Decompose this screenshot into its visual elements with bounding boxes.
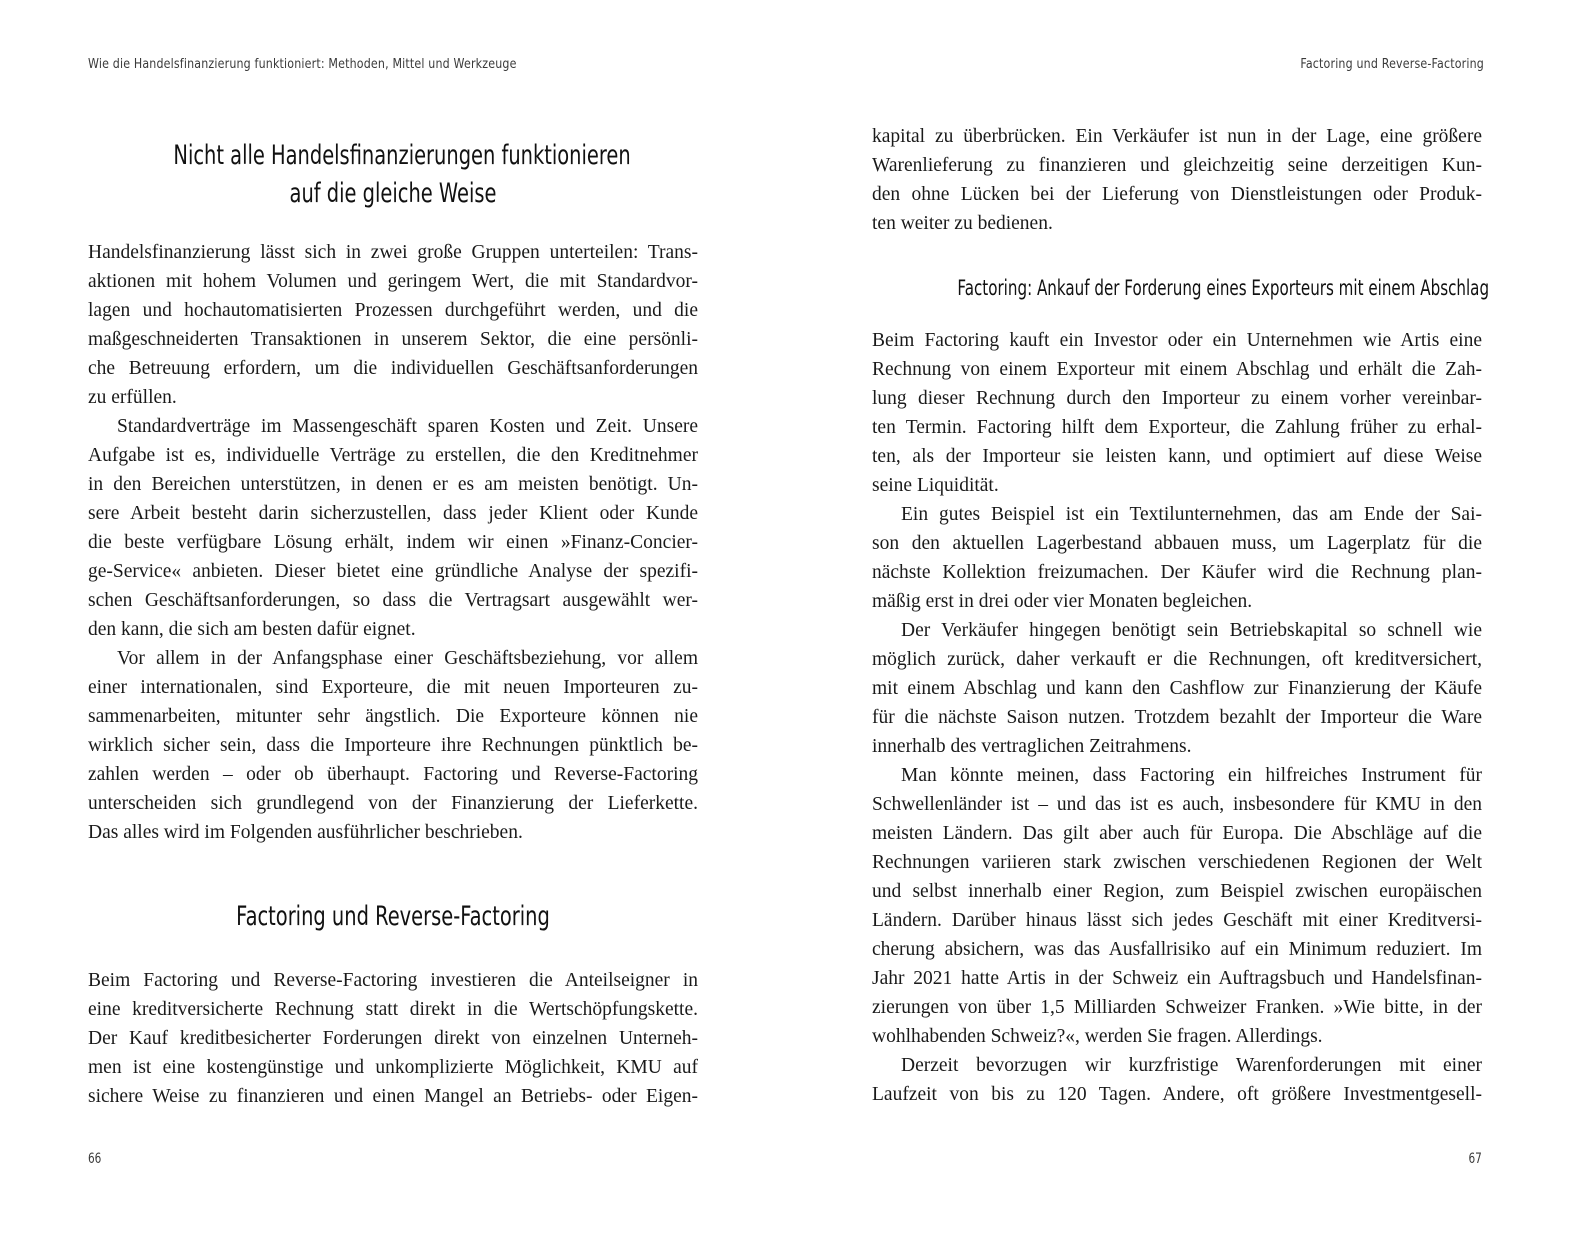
text-line: sere Arbeit besteht darin sicherzustellen, dass jeder Klient oder Kunde bbox=[88, 503, 698, 524]
text-line: che Betreuung erfordern, um die individuellen Geschäftsanforderungen bbox=[88, 358, 698, 379]
text-line: Beim Factoring und Reverse-Factoring investieren die Anteilseigner in bbox=[88, 970, 698, 991]
text-line: Handelsfinanzierung lässt sich in zwei große Gruppen unterteilen: Trans- bbox=[88, 242, 698, 263]
text-line: Rechnung von einem Exporteur mit einem Abschlag und erhält die Zah- bbox=[872, 359, 1482, 380]
text-line: Standardverträge im Massengeschäft sparen Kosten und Zeit. Unsere bbox=[117, 416, 698, 437]
text-line: cherung absichern, was das Ausfallrisiko auf ein Minimum reduziert. Im bbox=[872, 939, 1482, 960]
text-line: für die nächste Saison nutzen. Trotzdem bezahlt der Importeur die Ware bbox=[872, 707, 1482, 728]
text-line: einer internationalen, sind Exporteure, die mit neuen Importeuren zu- bbox=[88, 677, 698, 698]
text-line: den ohne Lücken bei der Lieferung von Dienstleistungen oder Produk- bbox=[872, 184, 1482, 205]
body-text-block-4 bbox=[872, 326, 1482, 1109]
text-line: lung dieser Rechnung durch den Importeur zu einem vorher vereinbar- bbox=[872, 388, 1482, 409]
text-line: Ein gutes Beispiel ist ein Textilunternehmen, das am Ende der Sai- bbox=[901, 504, 1482, 525]
text-line: ten, als der Importeur sie leisten kann, und optimiert auf diese Weise bbox=[872, 446, 1482, 467]
heading-line: Factoring und Reverse-Factoring bbox=[236, 901, 550, 932]
text-line: maßgeschneiderten Transaktionen in unserem Sektor, die eine persönli- bbox=[88, 329, 698, 350]
body-text-block-2 bbox=[88, 966, 698, 1111]
text-line: ten Termin. Factoring hilft dem Exporteur, die Zahlung früher zu erhal- bbox=[872, 417, 1482, 438]
text-line: zahlen werden – oder ob überhaupt. Factoring und Reverse-Factoring bbox=[88, 764, 698, 785]
subsection-heading bbox=[872, 273, 1490, 303]
text-line: Schwellenländer ist – und das ist es auch, insbesondere für KMU in den bbox=[872, 794, 1482, 815]
text-line: unterscheiden sich grundlegend von der Finanzierung der Lieferkette. bbox=[88, 793, 698, 814]
text-line: wirklich sicher sein, dass die Importeure ihre Rechnungen pünktlich be- bbox=[88, 735, 698, 756]
text-line: ten weiter zu bedienen. bbox=[872, 213, 1053, 234]
text-line: Man könnte meinen, dass Factoring ein hilfreiches Instrument für bbox=[901, 765, 1482, 786]
heading-line: auf die gleiche Weise bbox=[289, 178, 497, 209]
text-line: Derzeit bevorzugen wir kurzfristige Warenforderungen mit einer bbox=[901, 1055, 1482, 1076]
text-line: Laufzeit von bis zu 120 Tagen. Andere, oft größere Investmentgesell- bbox=[872, 1084, 1482, 1105]
text-line: sichere Weise zu finanzieren und einen Mangel an Betriebs- oder Eigen- bbox=[88, 1086, 698, 1107]
text-line: kapital zu überbrücken. Ein Verkäufer ist nun in der Lage, eine größere bbox=[872, 126, 1482, 147]
text-line: in den Bereichen unterstützen, in denen er es am meisten benötigt. Un- bbox=[88, 474, 698, 495]
text-line: mit einem Abschlag und kann den Cashflow zur Finanzierung der Käufe bbox=[872, 678, 1482, 699]
text-line: meisten Ländern. Das gilt aber auch für Europa. Die Abschläge auf die bbox=[872, 823, 1482, 844]
page-number-right: 67 bbox=[1468, 1151, 1482, 1167]
text-line: möglich zurück, daher verkauft er die Rechnungen, oft kreditversichert, bbox=[872, 649, 1482, 670]
text-line: men ist eine kostengünstige und unkomplizierte Möglichkeit, KMU auf bbox=[88, 1057, 698, 1078]
subheading-line: Factoring: Ankauf der Forderung eines Exporteurs mit einem Abschlag bbox=[957, 276, 1490, 300]
text-line: Der Verkäufer hingegen benötigt sein Betriebskapital so schnell wie bbox=[901, 620, 1482, 641]
text-line: Der Kauf kreditbesicherter Forderungen direkt von einzelnen Unterneh- bbox=[88, 1028, 698, 1049]
text-line: Warenlieferung zu finanzieren und gleichzeitig seine derzeitigen Kun- bbox=[872, 155, 1482, 176]
section-heading-1 bbox=[88, 137, 698, 213]
text-line: Beim Factoring kauft ein Investor oder ein Unternehmen wie Artis eine bbox=[872, 330, 1482, 351]
text-line: eine kreditversicherte Rechnung statt direkt in die Wertschöpfungskette. bbox=[88, 999, 698, 1020]
text-line: seine Liquidität. bbox=[872, 475, 999, 496]
text-line: nächste Kollektion freizumachen. Der Käufer wird die Rechnung plan- bbox=[872, 562, 1482, 583]
text-line: aktionen mit hohem Volumen und geringem Wert, die mit Standardvor- bbox=[88, 271, 698, 292]
text-line: und selbst innerhalb einer Region, zum Beispiel zwischen europäischen bbox=[872, 881, 1482, 902]
right-page bbox=[797, 0, 1594, 1240]
text-line: wohlhabenden Schweiz?«, werden Sie fragen. Allerdings. bbox=[872, 1026, 1323, 1047]
text-line: Aufgabe ist es, individuelle Verträge zu erstellen, die den Kreditnehmer bbox=[88, 445, 698, 466]
text-line: Vor allem in der Anfangsphase einer Geschäftsbeziehung, vor allem bbox=[117, 648, 698, 669]
running-head-left: Wie die Handelsfinanzierung funktioniert: Methoden, Mittel und Werkzeuge bbox=[88, 56, 517, 72]
text-line: schen Geschäftsanforderungen, so dass die Vertragsart ausgewählt wer- bbox=[88, 590, 698, 611]
text-line: sammenarbeiten, mitunter sehr ängstlich. Die Exporteure können nie bbox=[88, 706, 698, 727]
text-line: die beste verfügbare Lösung erhält, indem wir einen »Finanz-Concier- bbox=[88, 532, 698, 553]
text-line: Das alles wird im Folgenden ausführlicher beschrieben. bbox=[88, 822, 523, 843]
text-line: Jahr 2021 hatte Artis in der Schweiz ein Auftragsbuch und Handelsfinan- bbox=[872, 968, 1482, 989]
text-line: Ländern. Darüber hinaus lässt sich jedes Geschäft mit einer Kreditversi- bbox=[872, 910, 1482, 931]
section-heading-2 bbox=[88, 898, 698, 936]
running-head-right: Factoring und Reverse-Factoring bbox=[1300, 56, 1484, 72]
body-text-block-3 bbox=[872, 122, 1482, 238]
text-line: mäßig erst in drei oder vier Monaten begleichen. bbox=[872, 591, 1253, 612]
heading-line: Nicht alle Handelsfinanzierungen funktionieren bbox=[173, 140, 631, 171]
page-number-left: 66 bbox=[88, 1151, 102, 1167]
text-line: zu erfüllen. bbox=[88, 387, 177, 408]
text-line: innerhalb des vertraglichen Zeitrahmens. bbox=[872, 736, 1192, 757]
text-line: lagen und hochautomatisierten Prozessen durchgeführt werden, und die bbox=[88, 300, 698, 321]
body-text-block-1 bbox=[88, 238, 698, 847]
text-line: Rechnungen variieren stark zwischen verschiedenen Regionen der Welt bbox=[872, 852, 1482, 873]
text-line: son den aktuellen Lagerbestand abbauen muss, um Lagerplatz für die bbox=[872, 533, 1482, 554]
text-line: zierungen von über 1,5 Milliarden Schweizer Franken. »Wie bitte, in der bbox=[872, 997, 1482, 1018]
text-line: ge-Service« anbieten. Dieser bietet eine gründliche Analyse der spezifi- bbox=[88, 561, 698, 582]
text-line: den kann, die sich am besten dafür eignet. bbox=[88, 619, 416, 640]
